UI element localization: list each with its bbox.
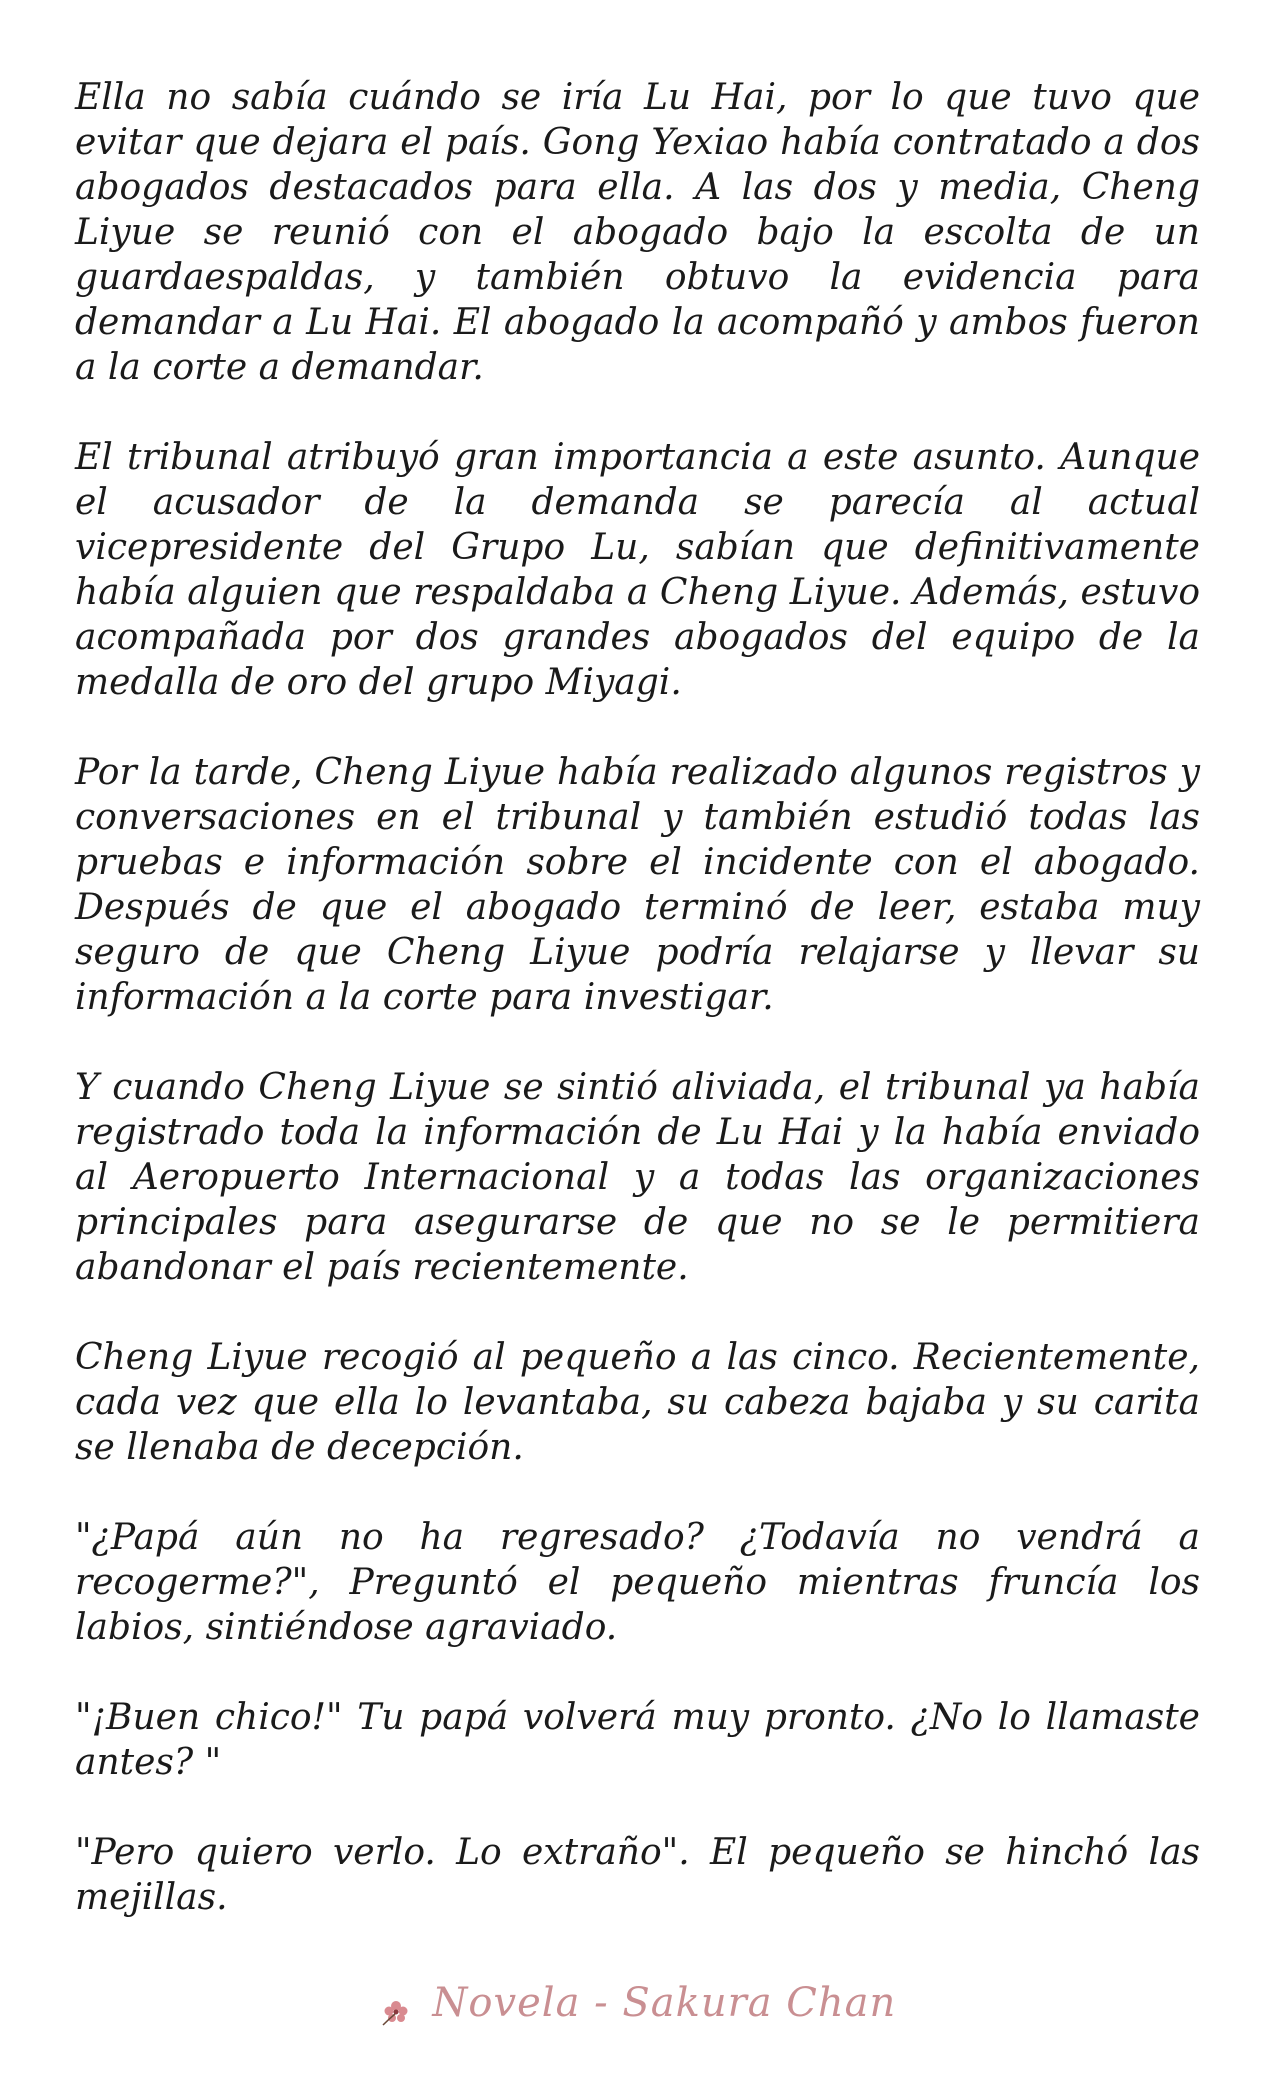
paragraph-5: Cheng Liyue recogió al pequeño a las cinco. Recientemente, cada vez que ella lo levantaba, su cabeza bajaba y su carita se llenaba de decepción. — [75, 1337, 1200, 1468]
paragraph-3: Por la tarde, Cheng Liyue había realizado algunos registros y conversaciones en el tribunal y también estudió todas las pruebas e información sobre el incidente con el abogado. Después de que el abogado terminó de leer, estaba muy seguro de que Cheng Liyue podría relajarse y llevar su información a la corte para investigar. — [75, 752, 1200, 1018]
paragraph-4: Y cuando Cheng Liyue se sintió aliviada, el tribunal ya había registrado toda la información de Lu Hai y la había enviado al Aeropuerto Internacional y a todas las organizaciones principales para asegurarse de que no se le permitiera abandonar el país recientemente. — [75, 1067, 1200, 1288]
paragraph-8: "Pero quiero verlo. Lo extraño". El pequeño se hinchó las mejillas. — [75, 1832, 1200, 1918]
watermark — [0, 1980, 1275, 2026]
watermark-text: Novela - Sakura Chan — [432, 1980, 897, 2026]
paragraph-6: "¿Papá aún no ha regresado? ¿Todavía no vendrá a recogerme?", Preguntó el pequeño mientras fruncía los labios, sintiéndose agraviado. — [75, 1517, 1200, 1648]
document-body — [75, 75, 1200, 1965]
paragraph-7: "¡Buen chico!" Tu papá volverá muy pronto. ¿No lo llamaste antes? " — [75, 1697, 1200, 1783]
paragraph-2: El tribunal atribuyó gran importancia a este asunto. Aunque el acusador de la demanda se parecía al actual vicepresidente del Grupo Lu, sabían que definitivamente había alguien que respaldaba a Cheng Liyue. Además, estuvo acompañada por dos grandes abogados del equipo de la medalla de oro del grupo Miyagi. — [75, 437, 1200, 703]
paragraph-1: Ella no sabía cuándo se iría Lu Hai, por lo que tuvo que evitar que dejara el país. Gong Yexiao había contratado a dos abogados destacados para ella. A las dos y media, Cheng Liyue se reunió con el abogado bajo la escolta de un guardaespaldas, y también obtuvo la evidencia para demandar a Lu Hai. El abogado la acompañó y ambos fueron a la corte a demandar. — [75, 77, 1200, 388]
cherry-blossom-icon — [379, 1991, 413, 2021]
